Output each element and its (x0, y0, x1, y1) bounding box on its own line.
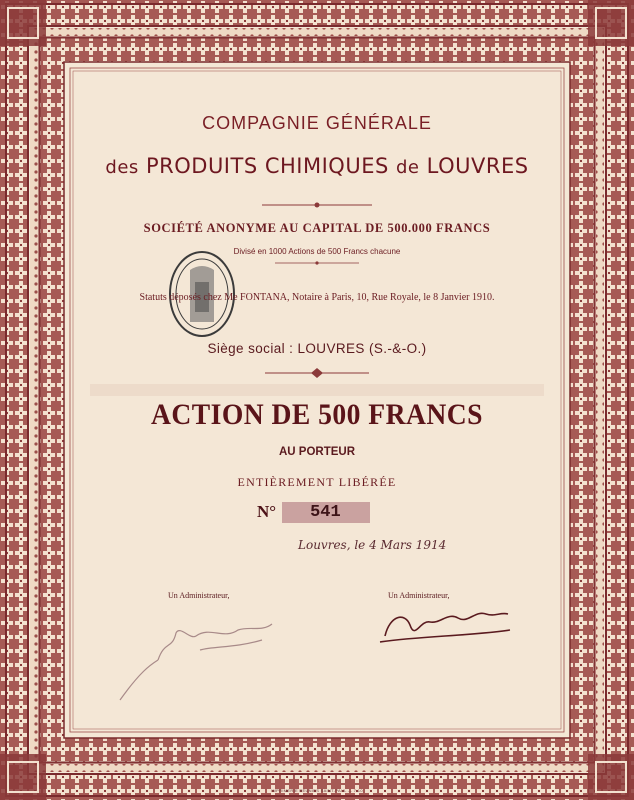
registered-office: Siège social : LOUVRES (S.-&-O.) (207, 341, 427, 356)
share-division: Divisé en 1000 Actions de 500 Francs chacune (233, 247, 401, 256)
company-connector: de (395, 157, 420, 178)
statutes-notice: Statuts déposés chez Me FONTANA, Notaire à Paris, 10, Rue Royale, le 8 Janvier 1910. (139, 292, 495, 303)
administrator-label-right: Un Administrateur, (388, 591, 450, 600)
company-prefix: des (105, 157, 139, 178)
company-activity: PRODUITS CHIMIQUES (145, 154, 389, 178)
share-number: 541 (282, 502, 370, 523)
printer-imprint: IMPRIMERIE RÉUNIES SAINT-PAUL — 7-10 (271, 788, 363, 793)
share-title: ACTION DE 500 FRANCS (150, 398, 483, 431)
capital-statement: SOCIÉTÉ ANONYME AU CAPITAL DE 500.000 FRANCS (143, 221, 491, 235)
company-name-line2 (0, 154, 634, 178)
bearer-label: AU PORTEUR (278, 446, 356, 458)
paid-up-label: ENTIÈREMENT LIBÉRÉE (237, 475, 397, 489)
administrator-label-left: Un Administrateur, (168, 591, 230, 600)
share-number-row (257, 500, 370, 524)
company-name-line1: COMPAGNIE GÉNÉRALE (202, 113, 432, 133)
number-label: N° (257, 502, 277, 521)
handwritten-date: Louvres, le 4 Mars 1914 (298, 538, 447, 552)
company-city: LOUVRES (426, 154, 529, 178)
